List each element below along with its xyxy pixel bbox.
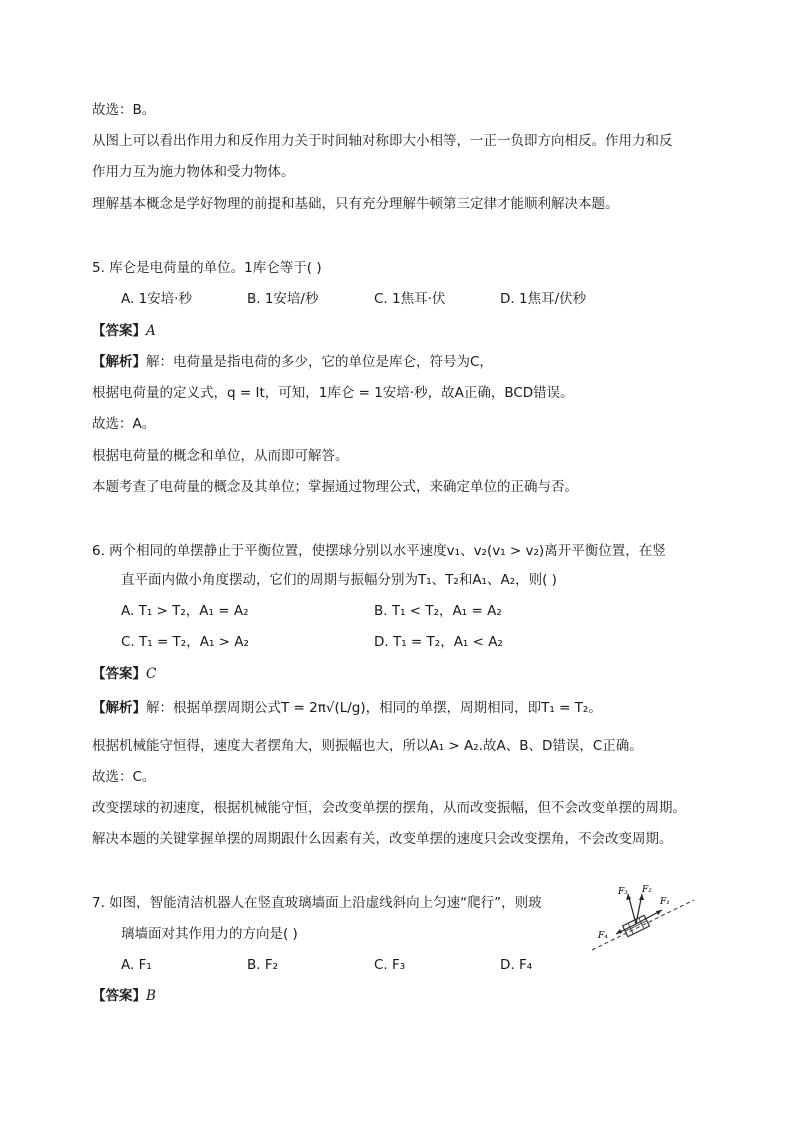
- q6-summary-line: 解决本题的关键掌握单摆的周期跟什么因素有关，改变单摆的速度只会改变摆角，不会改变周期。: [92, 831, 673, 847]
- q6-stem: 6. 两个相同的单摆静止于平衡位置，使摆球分别以水平速度v₁、v₂(v₁ > v₂)离开平衡位置，在竖: [92, 543, 666, 559]
- label-f1: F₁: [660, 897, 670, 907]
- analysis-text: 解：根据单摆周期公式T = 2π√(L/g)，相同的单摆，周期相同，即T₁ = T₂。: [146, 700, 602, 716]
- answer-label: 【答案】: [92, 666, 146, 682]
- path-dashed-line: [592, 900, 694, 950]
- prev-final-choice: 故选：B。: [92, 102, 156, 118]
- q7-option-a: A. F₁: [121, 957, 152, 973]
- answer-label: 【答案】: [92, 988, 146, 1004]
- q6-option-d: D. T₁ = T₂，A₁ < A₂: [374, 634, 503, 650]
- q7-option-c: C. F₃: [374, 957, 406, 973]
- q5-answer: [92, 321, 156, 341]
- q7-answer: [92, 986, 156, 1006]
- q6-answer: [92, 664, 156, 684]
- q7-option-b: B. F₂: [247, 957, 279, 973]
- q6-stem-cont: 直平面内做小角度摆动，它们的周期与振幅分别为T₁、T₂和A₁、A₂，则( ): [121, 572, 557, 588]
- q5-analysis: [92, 352, 493, 372]
- q6-option-c: C. T₁ = T₂，A₁ > A₂: [121, 634, 249, 650]
- q5-analysis-line: 根据电荷量的定义式，q = It，可知，1库仑 = 1安培·秒，故A正确，BCD错误。: [92, 385, 574, 401]
- q6-option-a: A. T₁ > T₂，A₁ = A₂: [121, 603, 249, 619]
- q7-stem-cont: 璃墙面对其作用力的方向是( ): [121, 926, 298, 942]
- prev-analysis-line: 作用力互为施力物体和受力物体。: [92, 164, 295, 180]
- q5-option-a: A. 1安培·秒: [121, 291, 192, 307]
- q5-final-choice: 故选：A。: [92, 416, 156, 432]
- answer-value: A: [146, 323, 156, 339]
- answer-value: B: [146, 988, 156, 1004]
- label-f4: F₄: [598, 931, 608, 941]
- q5-option-c: C. 1焦耳·伏: [374, 291, 446, 307]
- q5-stem: 5. 库仑是电荷量的单位。1库仑等于( ): [92, 260, 322, 276]
- prev-analysis-line: 从图上可以看出作用力和反作用力关于时间轴对称即大小相等，一正一负即方向相反。作用力和反: [92, 133, 673, 149]
- q5-summary-line: 本题考查了电荷量的概念及其单位；掌握通过物理公式，来确定单位的正确与否。: [92, 479, 578, 495]
- q7-stem: 7. 如图，智能清洁机器人在竖直玻璃墙面上沿虚线斜向上匀速“爬行”，则玻: [92, 895, 542, 911]
- q6-option-b: B. T₁ < T₂，A₁ = A₂: [374, 603, 502, 619]
- q6-analysis-line: 改变摆球的初速度，根据机械能守恒，会改变单摆的摆角，从而改变振幅，但不会改变单摆的周期。: [92, 800, 686, 816]
- q5-analysis-line: 根据电荷量的概念和单位，从而即可解答。: [92, 448, 349, 464]
- answer-value: C: [146, 666, 157, 682]
- q6-analysis: [92, 698, 602, 718]
- q6-analysis-line: 根据机械能守恒得，速度大者摆角大，则振幅也大，所以A₁ > A₂.故A、B、D错误，C正确。: [92, 738, 643, 754]
- q5-option-b: B. 1安培/秒: [247, 291, 319, 307]
- label-f2: F₂: [642, 885, 652, 895]
- analysis-label: 【解析】: [92, 700, 146, 716]
- q5-option-d: D. 1焦耳/伏秒: [500, 291, 587, 307]
- analysis-text: 解：电荷量是指电荷的多少，它的单位是库仑，符号为C，: [146, 354, 493, 370]
- label-f3: F₃: [618, 887, 628, 897]
- answer-label: 【答案】: [92, 323, 146, 339]
- robot-force-diagram: [588, 882, 698, 954]
- prev-summary-line: 理解基本概念是学好物理的前提和基础，只有充分理解牛顿第三定律才能顺利解决本题。: [92, 196, 619, 212]
- analysis-label: 【解析】: [92, 354, 146, 370]
- q7-option-d: D. F₄: [500, 957, 533, 973]
- q6-final-choice: 故选：C。: [92, 769, 156, 785]
